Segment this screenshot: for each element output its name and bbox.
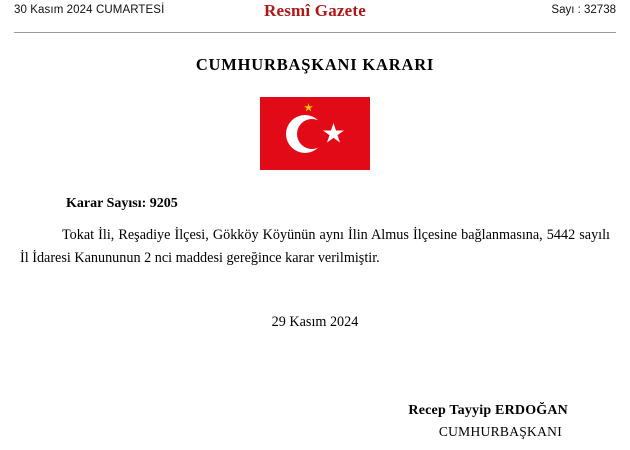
- emblem-container: [14, 97, 616, 170]
- turkish-flag-icon: [260, 97, 370, 170]
- flag-crescent-cutout: [297, 119, 327, 149]
- decision-date: 29 Kasım 2024: [271, 314, 359, 330]
- decision-number: Karar Sayısı: 9205: [66, 196, 178, 211]
- masthead-title: Resmî Gazete: [264, 1, 366, 20]
- flag-accent-star-icon: [304, 103, 313, 112]
- signature-block: [20, 403, 610, 440]
- signatory-title: CUMHURBAŞKANI: [438, 424, 562, 439]
- masthead: [14, 0, 616, 30]
- signatory-name: Recep Tayyip ERDOĞAN: [408, 403, 568, 418]
- masthead-divider: [14, 32, 616, 33]
- decision-body-text: Tokat İli, Reşadiye İlçesi, Gökköy Köyünün aynı İlin Almus İlçesine bağlanmasına, 5442 sayılı İl İdaresi Kanununun 2 nci maddesi gereğince karar verilmiştir.: [20, 227, 610, 266]
- masthead-issue: Sayı : 32738: [551, 4, 616, 16]
- document-content: [20, 196, 610, 440]
- page-title: CUMHURBAŞKANI KARARI: [195, 55, 435, 74]
- masthead-date: 30 Kasım 2024 CUMARTESİ: [14, 4, 165, 16]
